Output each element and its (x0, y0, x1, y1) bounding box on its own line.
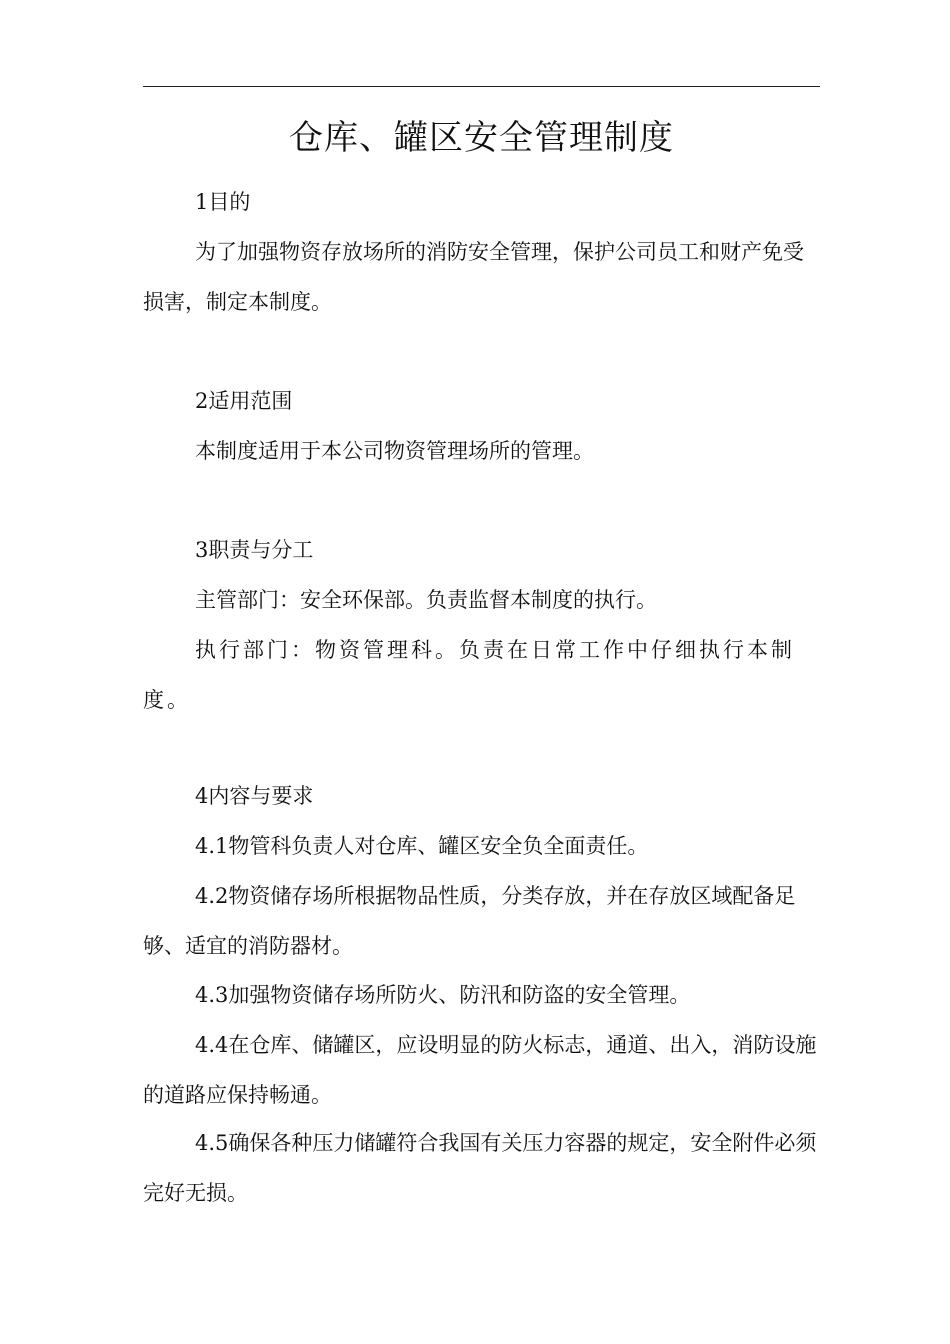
document-title: 仓库、罐区安全管理制度 (289, 118, 674, 158)
section-heading-requirements: 4内容与要求 (195, 784, 314, 808)
paragraph-purpose: 为了加强物资存放场所的消防安全管理，保护公司员工和财产免受损害，制定本制度。 (143, 240, 804, 314)
clause-4-5: 4.5确保各种压力储罐符合我国有关压力容器的规定，安全附件必须完好无损。 (143, 1131, 817, 1205)
section-heading-responsibilities: 3职责与分工 (195, 538, 314, 562)
section-heading-scope: 2适用范围 (195, 389, 293, 413)
clause-4-4: 4.4在仓库、储罐区，应设明显的防火标志，通道、出入，消防设施的道路应保持畅通。 (143, 1033, 817, 1107)
paragraph-scope: 本制度适用于本公司物资管理场所的管理。 (195, 439, 594, 463)
clause-4-2: 4.2物资储存场所根据物品性质，分类存放，并在存放区域配备足够、适宜的消防器材。 (143, 884, 796, 958)
paragraph-executing-dept: 执行部门：物资管理科。负责在日常工作中仔细执行本制度。 (143, 638, 795, 712)
clause-4-3: 4.3加强物资储存场所防火、防汛和防盗的安全管理。 (195, 983, 691, 1007)
clause-4-1: 4.1物管科负责人对仓库、罐区安全负全面责任。 (195, 834, 649, 858)
header-rule (143, 86, 820, 87)
paragraph-supervising-dept: 主管部门：安全环保部。负责监督本制度的执行。 (195, 588, 657, 612)
section-heading-purpose: 1目的 (195, 190, 251, 214)
